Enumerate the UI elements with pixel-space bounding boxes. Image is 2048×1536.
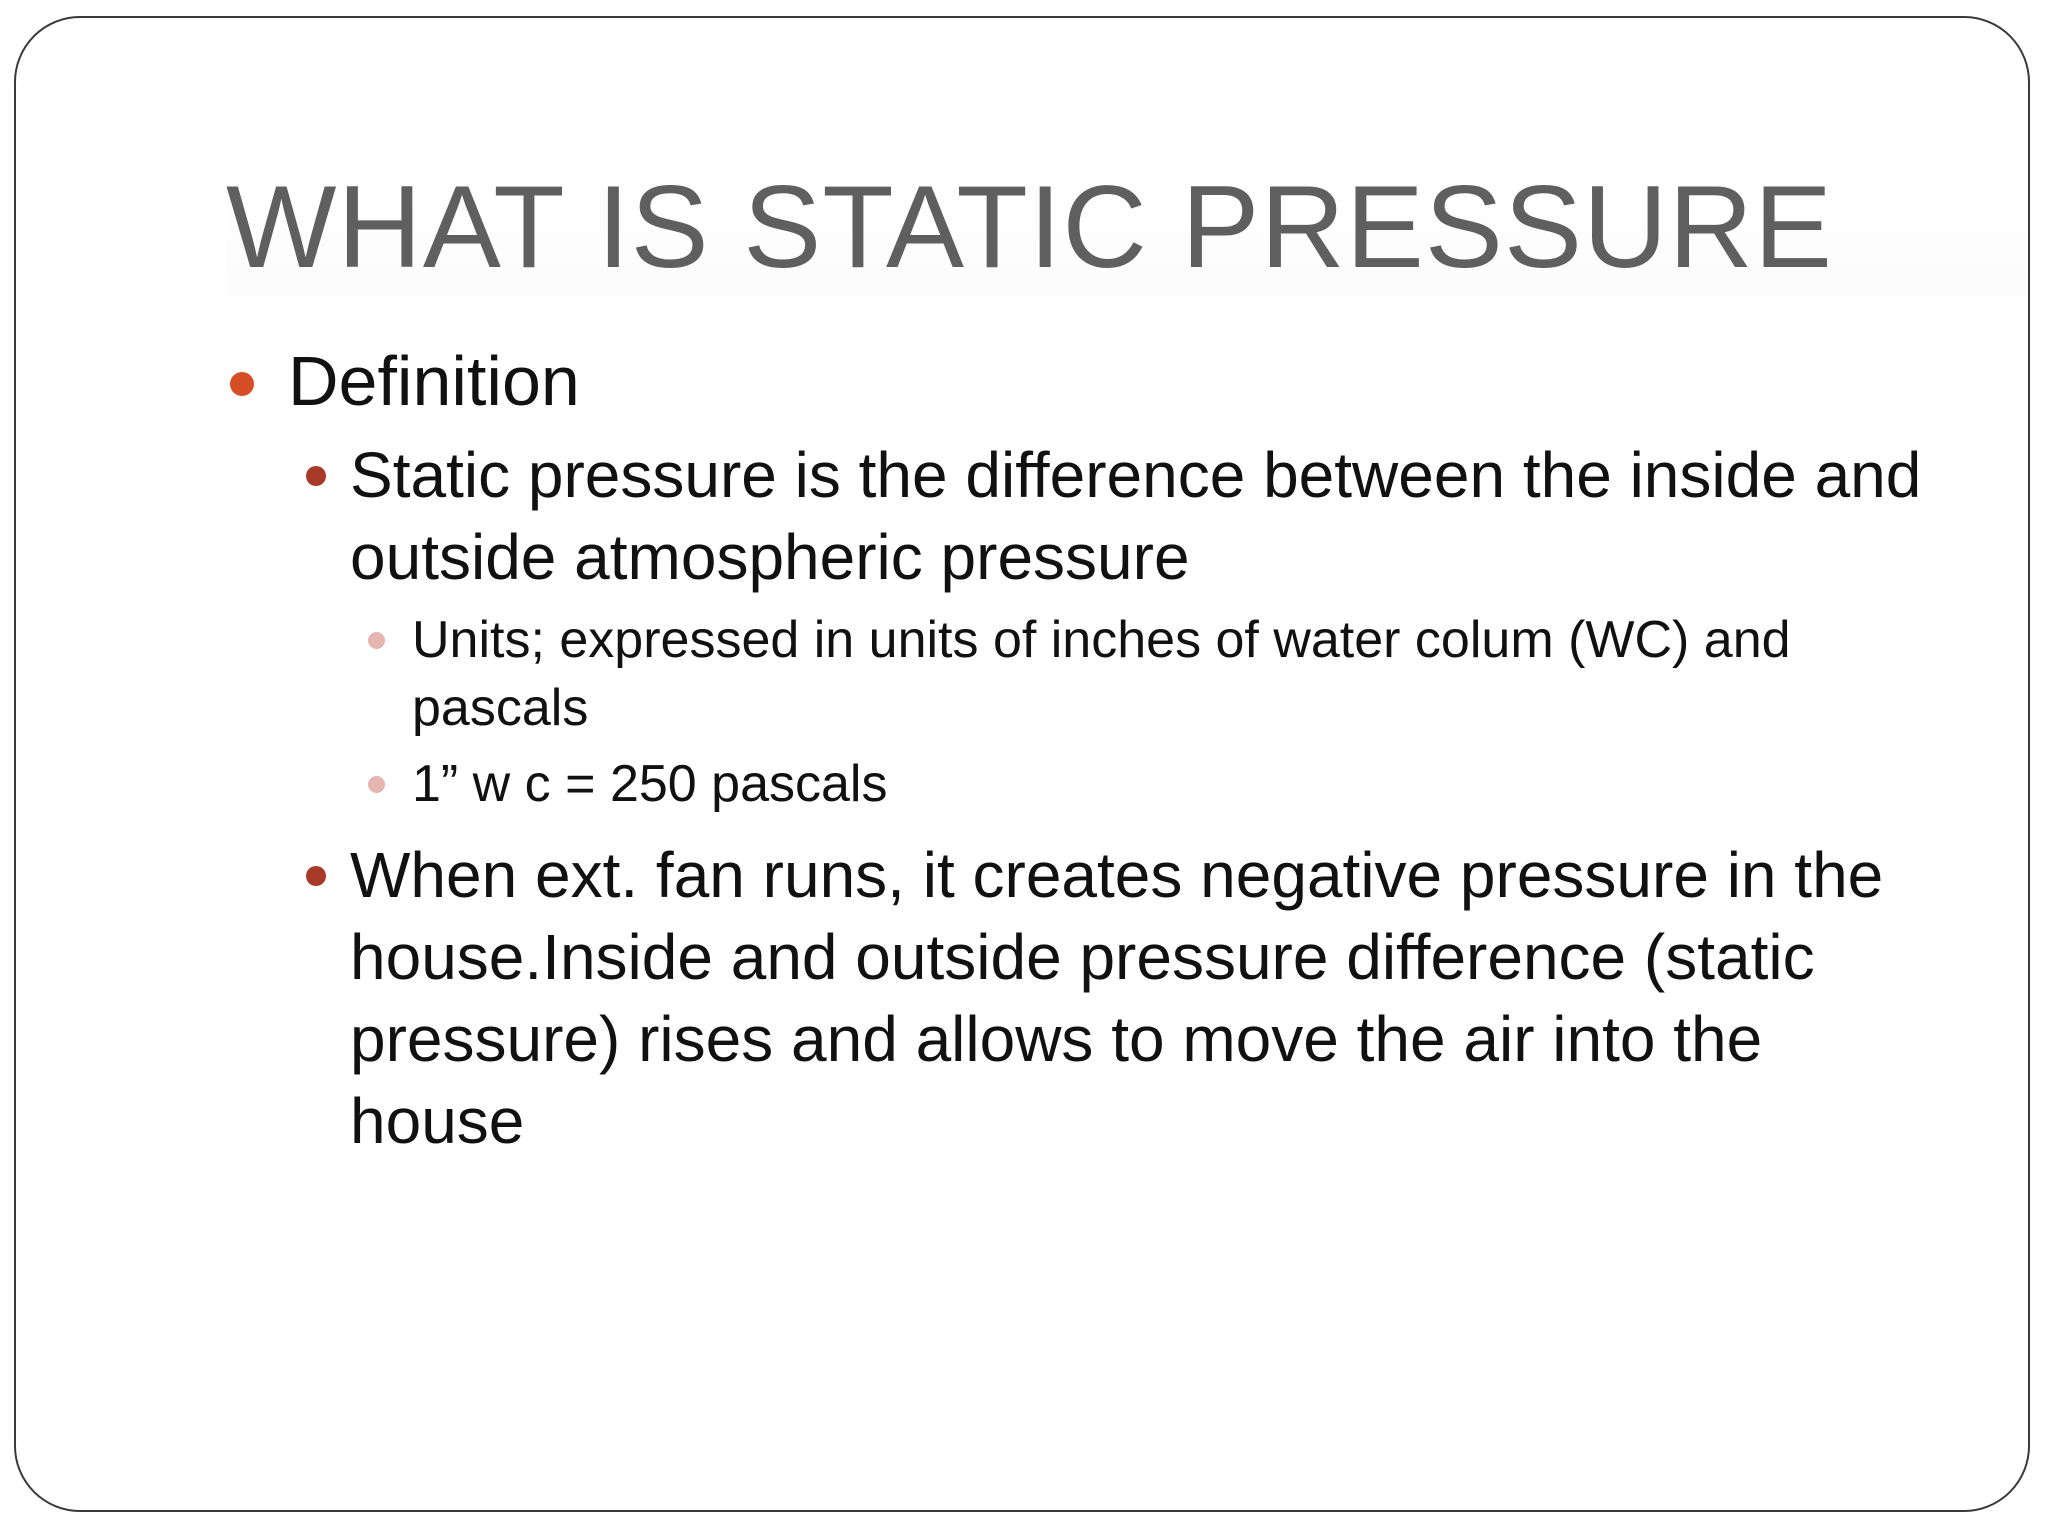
bullet-item-static-pressure-definition <box>302 434 1926 598</box>
bullet-text: 1” w c = 250 pascals <box>412 755 888 813</box>
slide-title: WHAT IS STATIC PRESSURE <box>226 161 1834 292</box>
bullet-dot-icon <box>306 466 326 486</box>
bullet-item-exhaust-fan <box>302 834 1926 1162</box>
bullet-item-definition <box>226 336 1926 426</box>
bullet-dot-icon <box>230 372 254 396</box>
bullet-list <box>226 336 1926 1162</box>
bullet-text: Static pressure is the difference between the inside and outside atmospheric pressure <box>350 439 1922 593</box>
bullet-item-units <box>364 606 1926 742</box>
bullet-item-conversion <box>364 750 1926 818</box>
bullet-dot-icon <box>368 632 385 649</box>
bullet-text: Units; expressed in units of inches of water colum (WC) and pascals <box>412 611 1791 737</box>
bullet-text: When ext. fan runs, it creates negative pressure in the house.Inside and outside pressure difference (static pressure) rises and allows to move the air into the house <box>350 839 1884 1157</box>
bullet-dot-icon <box>306 866 326 886</box>
bullet-dot-icon <box>368 776 385 793</box>
bullet-text: Definition <box>288 342 580 420</box>
